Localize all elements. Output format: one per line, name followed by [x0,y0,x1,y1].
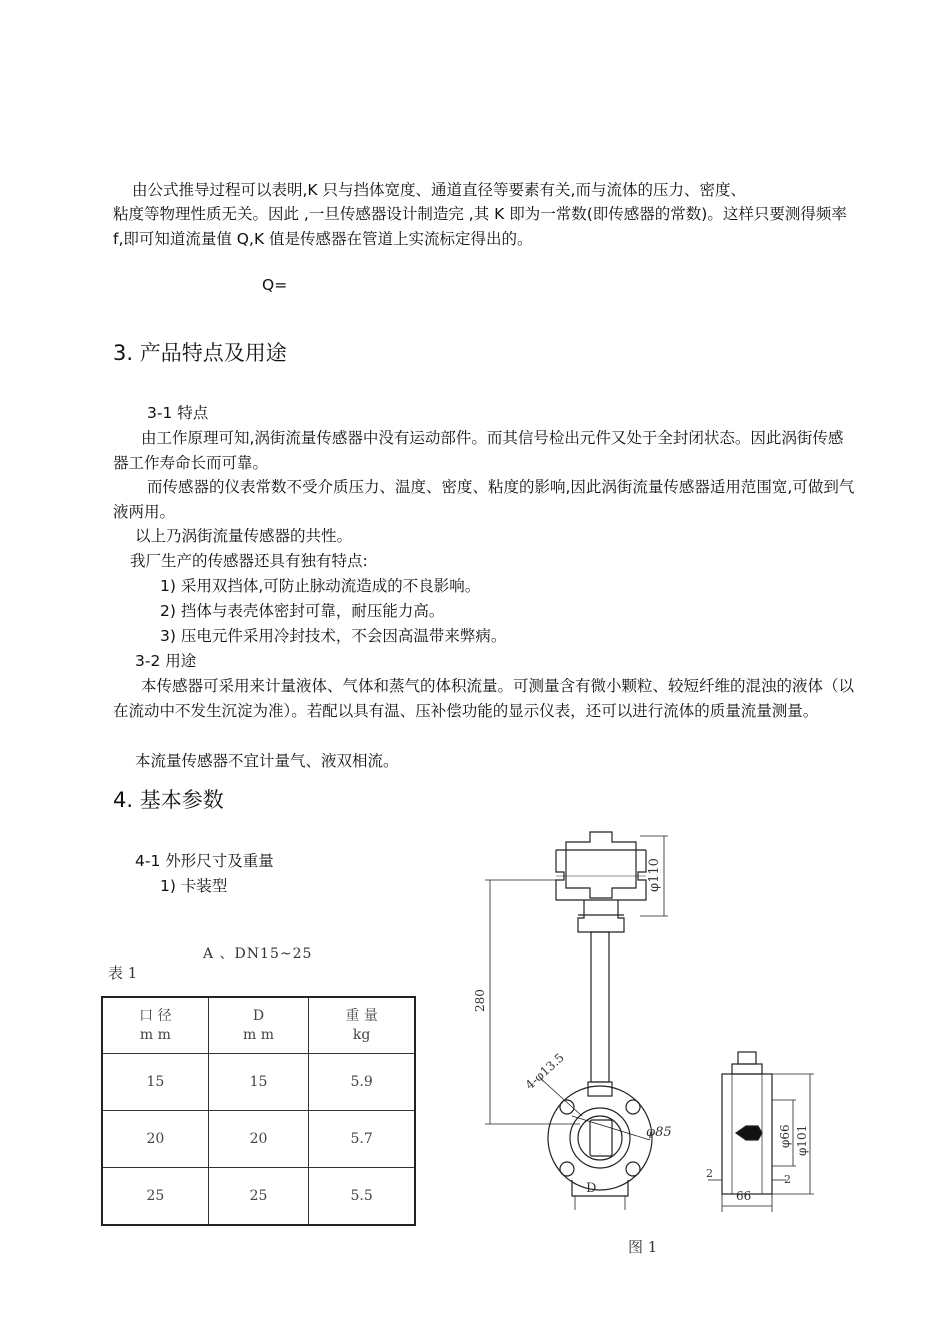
header-d: D m m [208,997,309,1054]
subsection-3-1: 3-1 特点 [147,404,209,422]
section-4-title: 4. 基本参数 [113,788,224,812]
dim-d66: φ66 [778,1124,792,1148]
intro-line-1: 由公式推导过程可以表明,K 只与挡体宽度、通道直径等要素有关,而与流体的压力、密度、 [132,181,746,199]
dim-w66: 66 [736,1189,752,1203]
subsection-3-2: 3-2 用途 [135,652,197,670]
dim-holes: 4-φ13.5 [522,1050,567,1093]
table-caption: A 、DN15~25 [203,946,313,962]
feature-item-3: 3) 压电元件采用冷封技术，不会因高温带来弊病。 [160,627,507,645]
feature-paragraph-4: 我厂生产的传感器还具有独有特点: [130,552,368,570]
intro-paragraph: 粘度等物理性质无关。因此 ,一旦传感器设计制造完 ,其 K 即为一常数(即传感器的常数)。这样只要测得频率 f,即可知道流量值 Q,K 值是传感器在管道上实流标定得出的。 [113,205,847,248]
dim-D: D [586,1181,597,1196]
table-header-row [102,997,415,1054]
subsection-4-1: 4-1 外形尺寸及重量 [135,852,274,870]
feature-paragraph-3: 以上乃涡街流量传感器的共性。 [135,527,353,545]
feature-paragraph-2: 而传感器的仪表常数不受介质压力、温度、密度、粘度的影响,因此涡街流量传感器适用范围宽,可做到气液两用。 [113,478,855,521]
dim-d85: φ85 [646,1125,672,1140]
feature-item-2: 2) 挡体与表壳体密封可靠，耐压能力高。 [160,602,445,620]
dimension-drawing [460,820,840,1270]
flow-arrow [736,1126,762,1140]
dim-d101: φ101 [795,1124,809,1156]
usage-paragraph: 本传感器可采用来计量液体、气体和蒸气的体积流量。可测量含有微小颗粒、较短纤维的混浊的液体（以在流动中不发生沉淀为准）。若配以具有温、压补偿功能的显示仪表，还可以进行流体的质量流量测量。 [113,677,855,720]
feature-paragraph-1: 由工作原理可知,涡街流量传感器中没有运动部件。而其信号检出元件又处于全封闭状态。因此涡街传感器工作寿命长而可靠。 [113,429,844,472]
bolt-hole [626,1162,640,1176]
dim-280: 280 [473,989,487,1012]
formula: Q= [262,276,288,294]
table-row: 15 15 5.9 [102,1054,415,1111]
table-row: 25 25 5.5 [102,1168,415,1226]
dim-left-2: 2 [706,1167,713,1180]
converter-head [566,832,636,898]
header-weight: 重 量 kg [309,997,415,1054]
flange-outer [548,1086,652,1190]
bolt-hole [626,1100,640,1114]
header-bore: 口 径 m m [102,997,208,1054]
dim-d110: φ110 [647,858,662,892]
usage-note: 本流量传感器不宜计量气、液双相流。 [135,752,399,770]
section-3-title: 3. 产品特点及用途 [113,341,287,365]
stem [591,932,609,1082]
table-row: 20 20 5.7 [102,1111,415,1168]
table-label: 表 1 [108,964,138,982]
dim-right-2: 2 [784,1173,791,1186]
clamp-type-label: 1) 卡装型 [160,877,228,895]
feature-item-1: 1) 采用双挡体,可防止脉动流造成的不良影响。 [160,577,481,595]
figure-caption: 图 1 [628,1238,658,1256]
spec-table [101,996,416,1226]
bolt-hole [560,1162,574,1176]
